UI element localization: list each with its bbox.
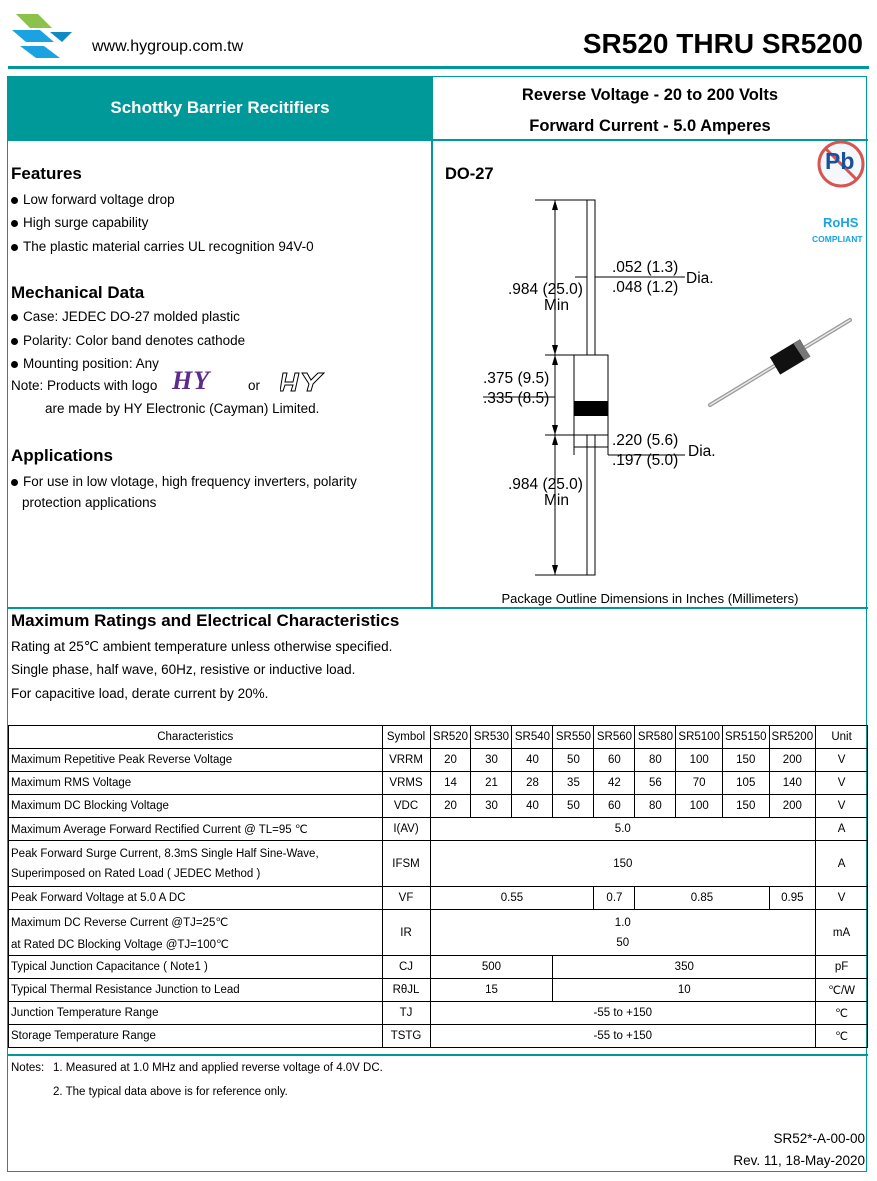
value-cell: 40 (512, 795, 553, 818)
table-row (9, 887, 868, 910)
rule (8, 139, 868, 141)
note-item: 2. The typical data above is for reference only. (53, 1086, 288, 1098)
column-header: Symbol (382, 726, 430, 749)
column-header: SR5100 (676, 726, 723, 749)
value-cell: 100 (676, 795, 723, 818)
value-cell: 350 (553, 956, 816, 979)
table-row (9, 1002, 868, 1025)
value-cell: -55 to +150 (430, 1025, 816, 1048)
unit-cell: V (816, 887, 868, 910)
column-header: SR5150 (722, 726, 769, 749)
note-item: 1. Measured at 1.0 MHz and applied reverse voltage of 4.0V DC. (53, 1062, 383, 1074)
param-name: Junction Temperature Range (9, 1002, 383, 1025)
value-cell: 28 (512, 772, 553, 795)
value-cell: 20 (430, 795, 471, 818)
value-cell: 150 (430, 841, 816, 887)
value-cell: 14 (430, 772, 471, 795)
value-cell: 150 (722, 795, 769, 818)
value-cell: 10 (553, 979, 816, 1002)
forward-current-rating: Forward Current - 5.0 Amperes (529, 117, 771, 135)
rating-condition: Rating at 25℃ ambient temperature unless otherwise specified. (11, 639, 393, 654)
unit-cell: pF (816, 956, 868, 979)
reverse-voltage-rating: Reverse Voltage - 20 to 200 Volts (521, 86, 779, 104)
lead-length-top: .984 (25.0) (508, 281, 583, 298)
param-name: Maximum Average Forward Rectified Current @ TL=95 ℃ (9, 818, 383, 841)
mechanical-item: Case: JEDEC DO-27 molded plastic (11, 309, 240, 324)
value-cell: 30 (471, 749, 512, 772)
rule (8, 1054, 868, 1056)
value-cell: -55 to +150 (430, 1002, 816, 1025)
table-row (9, 910, 868, 956)
unit-cell: ℃ (816, 1025, 868, 1048)
mechanical-item: Polarity: Color band denotes cathode (11, 333, 245, 348)
features-heading: Features (11, 164, 82, 183)
param-symbol: VRMS (382, 772, 430, 795)
param-symbol: I(AV) (382, 818, 430, 841)
website-url[interactable]: www.hygroup.com.tw (92, 38, 244, 55)
table-row (9, 772, 868, 795)
value-cell: 35 (553, 772, 594, 795)
value-cell: 80 (635, 749, 676, 772)
value-cell: 150 (722, 749, 769, 772)
value-cell: 1.0 50 (430, 910, 816, 956)
value-cell: 60 (594, 749, 635, 772)
rule (431, 77, 433, 608)
rule (8, 607, 868, 609)
application-item-cont: protection applications (22, 495, 157, 510)
table-row (9, 841, 868, 887)
param-symbol: TJ (382, 1002, 430, 1025)
value-cell: 80 (635, 795, 676, 818)
column-header: SR530 (471, 726, 512, 749)
logo-note: Note: Products with logo (11, 378, 158, 393)
value-cell: 20 (430, 749, 471, 772)
company-logo-icon (10, 8, 78, 64)
param-name: Maximum RMS Voltage (9, 772, 383, 795)
value-cell: 42 (594, 772, 635, 795)
param-name: Maximum Repetitive Peak Reverse Voltage (9, 749, 383, 772)
param-name: Typical Junction Capacitance ( Note1 ) (9, 956, 383, 979)
rohs-label: RoHS (823, 215, 859, 230)
rating-condition: For capacitive load, derate current by 20%. (11, 686, 269, 701)
value-cell: 5.0 (430, 818, 816, 841)
body-dia-label: Dia. (688, 443, 716, 460)
table-row (9, 795, 868, 818)
unit-cell: ℃ (816, 1002, 868, 1025)
column-header: SR560 (594, 726, 635, 749)
column-header: SR5200 (769, 726, 816, 749)
value-cell: 60 (594, 795, 635, 818)
lead-dia-min: .048 (1.2) (612, 279, 679, 296)
rohs-compliant-label: COMPLIANT (812, 234, 863, 244)
ratings-heading: Maximum Ratings and Electrical Characteristics (11, 611, 400, 630)
value-cell: 140 (769, 772, 816, 795)
lead-length-bottom-min: Min (544, 492, 569, 509)
mechanical-item: Mounting position: Any (11, 356, 159, 371)
table-row (9, 818, 868, 841)
param-name: Peak Forward Voltage at 5.0 A DC (9, 887, 383, 910)
column-header: Characteristics (9, 726, 383, 749)
param-name: Peak Forward Surge Current, 8.3mS Single Half Sine-Wave, Superimposed on Rated Load ( JEDEC Method ) (9, 841, 383, 887)
value-cell: 50 (553, 795, 594, 818)
lead-dia-label: Dia. (686, 270, 714, 287)
body-dia-max: .220 (5.6) (612, 432, 679, 449)
param-symbol: TSTG (382, 1025, 430, 1048)
unit-cell: mA (816, 910, 868, 956)
param-symbol: VRRM (382, 749, 430, 772)
table-header-row (9, 726, 868, 749)
logo-note-or: or (248, 378, 261, 393)
part-range-title: SR520 THRU SR5200 (582, 28, 863, 59)
feature-item: High surge capability (11, 215, 148, 230)
column-header: SR540 (512, 726, 553, 749)
body-length-max: .375 (9.5) (483, 370, 550, 387)
body-length-min: .335 (8.5) (483, 390, 550, 407)
rating-condition: Single phase, half wave, 60Hz, resistive or inductive load. (11, 662, 356, 677)
value-cell: 70 (676, 772, 723, 795)
param-symbol: RθJL (382, 979, 430, 1002)
param-name: Maximum DC Blocking Voltage (9, 795, 383, 818)
unit-cell: A (816, 841, 868, 887)
value-cell: 0.95 (769, 887, 816, 910)
table-row (9, 749, 868, 772)
unit-cell: V (816, 749, 868, 772)
param-symbol: VDC (382, 795, 430, 818)
column-header: SR580 (635, 726, 676, 749)
value-cell: 0.7 (594, 887, 635, 910)
unit-cell: V (816, 795, 868, 818)
unit-cell: ℃/W (816, 979, 868, 1002)
hy-logo-outline-icon (280, 370, 330, 394)
pb-label: Pb (825, 148, 855, 174)
diode-photo-icon (705, 310, 855, 410)
table-row (9, 1025, 868, 1048)
param-symbol: VF (382, 887, 430, 910)
application-item: For use in low vlotage, high frequency inverters, polarity (11, 474, 357, 489)
unit-cell: A (816, 818, 868, 841)
header-rule (8, 66, 869, 69)
param-symbol: CJ (382, 956, 430, 979)
value-cell: 30 (471, 795, 512, 818)
value-cell: 0.85 (635, 887, 769, 910)
value-cell: 105 (722, 772, 769, 795)
lead-length-top-min: Min (544, 297, 569, 314)
value-cell: 56 (635, 772, 676, 795)
column-header: SR520 (430, 726, 471, 749)
feature-item: Low forward voltage drop (11, 192, 175, 207)
column-header: Unit (816, 726, 868, 749)
value-cell: 100 (676, 749, 723, 772)
package-name: DO-27 (445, 165, 494, 183)
param-name: Maximum DC Reverse Current @TJ=25℃ at Rated DC Blocking Voltage @TJ=100℃ (9, 910, 383, 956)
value-cell: 200 (769, 795, 816, 818)
notes-label: Notes: (11, 1062, 45, 1074)
feature-item: The plastic material carries UL recognition 94V-0 (11, 239, 314, 254)
value-cell: 200 (769, 749, 816, 772)
table-row (9, 979, 868, 1002)
revision: Rev. 11, 18-May-2020 (733, 1153, 865, 1168)
hy-logo-solid: HY (172, 366, 211, 395)
logo-note-suffix: are made by HY Electronic (Cayman) Limited. (45, 401, 320, 416)
table-row (9, 956, 868, 979)
doc-code: SR52*-A-00-00 (773, 1131, 865, 1146)
electrical-characteristics-table (8, 725, 868, 1048)
value-cell: 50 (553, 749, 594, 772)
lead-dia-max: .052 (1.3) (612, 259, 679, 276)
unit-cell: V (816, 772, 868, 795)
value-cell: 15 (430, 979, 553, 1002)
body-dia-min: .197 (5.0) (612, 452, 679, 469)
value-cell: 500 (430, 956, 553, 979)
param-name: Storage Temperature Range (9, 1025, 383, 1048)
param-symbol: IR (382, 910, 430, 956)
applications-heading: Applications (11, 446, 114, 465)
value-cell: 40 (512, 749, 553, 772)
column-header: SR550 (553, 726, 594, 749)
param-symbol: IFSM (382, 841, 430, 887)
lead-length-bottom: .984 (25.0) (508, 476, 583, 493)
value-cell: 21 (471, 772, 512, 795)
param-name: Typical Thermal Resistance Junction to Lead (9, 979, 383, 1002)
product-family-banner: Schottky Barrier Recitifiers (8, 77, 432, 139)
mechanical-heading: Mechanical Data (11, 283, 145, 302)
value-cell: 0.55 (430, 887, 594, 910)
package-caption: Package Outline Dimensions in Inches (Millimeters) (501, 591, 799, 606)
